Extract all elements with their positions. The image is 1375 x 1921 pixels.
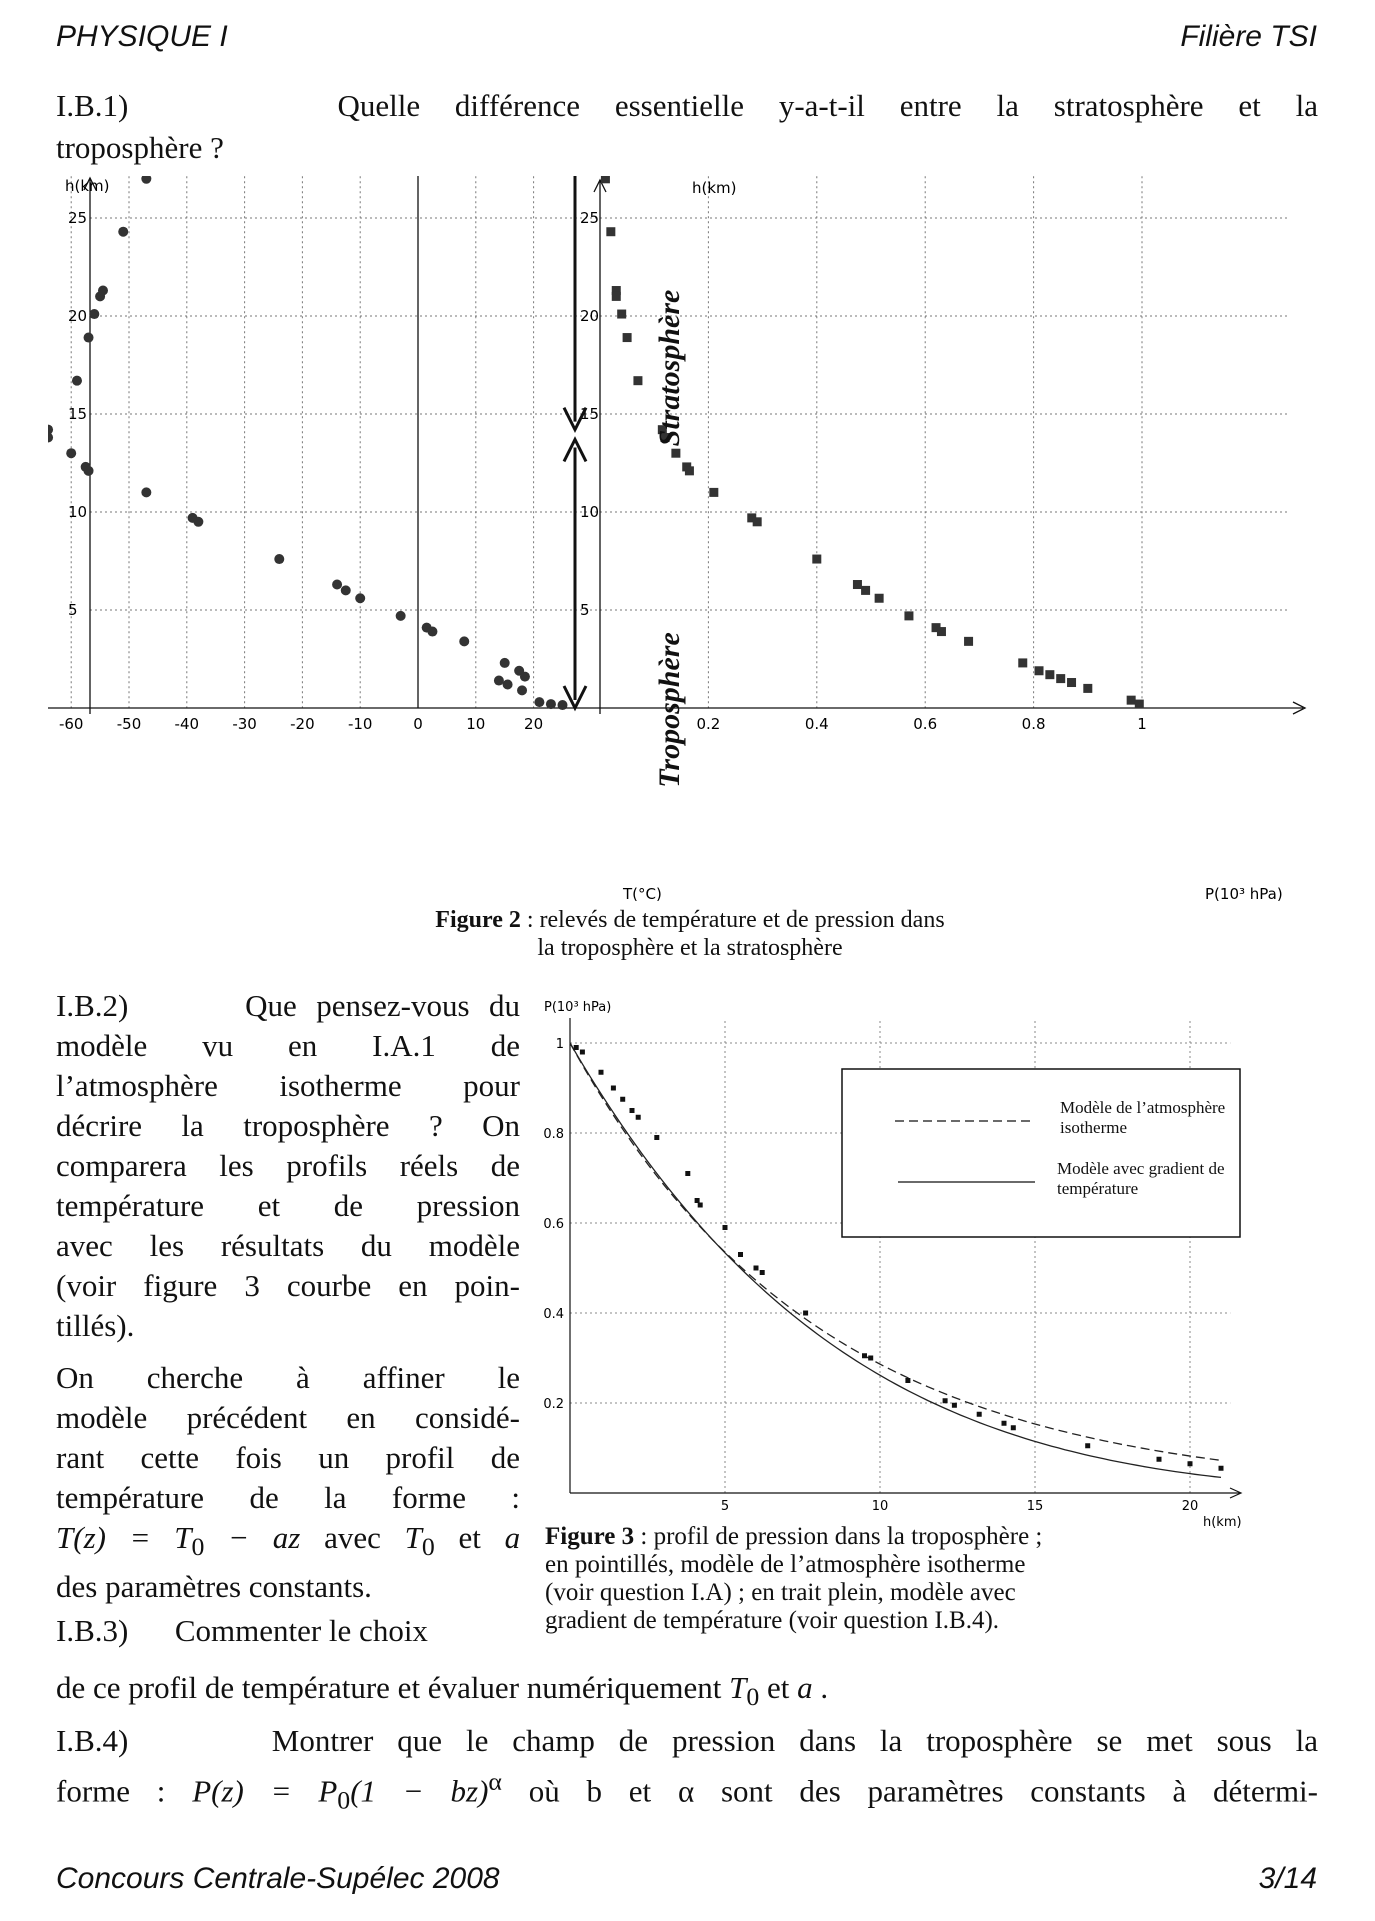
fig2-x-tick-label: -20 — [290, 715, 315, 733]
fig3-measure-point — [943, 1398, 948, 1403]
question-text: température et de pression — [56, 1188, 520, 1223]
fig2-x-tick-label: 20 — [524, 715, 544, 733]
question-text: et — [458, 1520, 481, 1555]
question-text: Commenter le choix — [174, 1613, 428, 1649]
fig2-x-tick-label: -10 — [347, 715, 373, 733]
fig3-y-tick-label: 0.8 — [543, 1127, 564, 1142]
formula-subscript: 0 — [746, 1682, 760, 1712]
fig3-x-tick-label: 15 — [1026, 1499, 1044, 1514]
formula: T(z) = T — [56, 1520, 192, 1555]
fig2-x-tick-label: 0.8 — [1021, 715, 1046, 733]
fig2-left-ylabel: h(km) — [65, 177, 110, 195]
question-text: avec — [324, 1520, 381, 1555]
fig2-pressure-point — [964, 637, 973, 646]
fig2-x-tick-label: 10 — [466, 715, 486, 733]
fig2-temp-point — [355, 593, 365, 603]
question-number: I.B.2) — [56, 988, 129, 1023]
fig3-measure-point — [630, 1108, 635, 1113]
fig2-temp-point — [89, 309, 99, 319]
fig2-pressure-point — [1056, 674, 1065, 683]
fig2-temp-point — [84, 333, 94, 343]
question-text: Quelle différence essentielle y-a-t-il entre la stratosphère et la — [337, 88, 1318, 123]
fig2-y-tick-label: 5 — [68, 601, 78, 619]
fig3-ylabel: P(10³ hPa) — [544, 1000, 612, 1015]
fig2-pressure-point — [753, 517, 762, 526]
fig2-temp-point — [546, 699, 556, 709]
fig3-measure-point — [685, 1171, 690, 1176]
fig2-pressure-point — [709, 488, 718, 497]
question-text: comparera les profils réels de — [56, 1148, 520, 1183]
fig2-left-xlabel: T(°C) — [623, 885, 662, 903]
fig2-pressure-point — [1018, 658, 1027, 667]
page-footer-right: 3/14 — [1258, 1862, 1317, 1895]
stratosphere-label: Stratosphère — [653, 289, 686, 447]
fig3-measure-point — [1157, 1457, 1162, 1462]
question-ib4-line1 — [56, 1721, 1318, 1761]
fig3-measure-point — [952, 1403, 957, 1408]
fig2-pressure-point — [937, 627, 946, 636]
fig2-pressure-point — [1067, 678, 1076, 687]
question-ib3-line2 — [56, 1668, 828, 1717]
fig2-pressure-point — [685, 466, 694, 475]
figure-2-caption — [240, 906, 1140, 962]
formula-subscript: 0 — [337, 1785, 351, 1815]
fig3-measure-point — [1002, 1421, 1007, 1426]
fig2-temp-point — [84, 466, 94, 476]
figure-3-caption — [545, 1523, 1042, 1635]
fig2-temp-point — [274, 554, 284, 564]
question-text: avec les résultats du modèle — [56, 1228, 520, 1263]
fig2-right-xlabel: P(10³ hPa) — [1205, 885, 1283, 903]
question-number: I.B.4) — [56, 1723, 129, 1758]
question-text: des paramètres constants. — [56, 1569, 372, 1605]
fig3-measure-point — [1188, 1461, 1193, 1466]
fig2-y-tick-label: 25 — [580, 209, 600, 227]
question-text: forme : — [56, 1773, 193, 1809]
caption-text: gradient de température (voir question I.B.4). — [545, 1607, 1000, 1634]
question-text: modèle précédent en considé- — [56, 1400, 520, 1435]
question-text: . — [812, 1670, 829, 1705]
fig3-measure-point — [599, 1070, 604, 1075]
fig3-measure-point — [1011, 1425, 1016, 1430]
fig2-temp-point — [396, 611, 406, 621]
caption-text: : profil de pression dans la troposphère ; — [634, 1523, 1043, 1550]
fig2-pressure-point — [606, 227, 615, 236]
fig3-measure-point — [698, 1203, 703, 1208]
fig2-pressure-point — [1045, 670, 1054, 679]
formula: T — [729, 1670, 747, 1705]
question-text: l’atmosphère isotherme pour — [56, 1068, 520, 1103]
fig2-temp-point — [193, 517, 203, 527]
question-text: et — [759, 1670, 798, 1705]
fig2-temp-point — [520, 672, 530, 682]
fig2-temp-point — [427, 627, 437, 637]
caption-title: Figure 2 — [435, 907, 521, 933]
legend-solid-label: Modèle avec gradient de température — [1057, 1159, 1225, 1198]
fig2-x-tick-label: -60 — [58, 715, 84, 733]
fig2-temp-point — [459, 636, 469, 646]
fig2-pressure-point — [853, 580, 862, 589]
fig3-legend-box — [842, 1069, 1240, 1237]
legend-dashed-label: Modèle de l’atmosphère isotherme — [1060, 1098, 1226, 1137]
fig2-pressure-point — [601, 176, 610, 183]
fig2-pressure-point — [617, 310, 626, 319]
page-header-right: Filière TSI — [1180, 20, 1317, 53]
question-text: Montrer que le champ de pression dans la troposphère se met sous la — [271, 1723, 1318, 1758]
page-header-left: PHYSIQUE I — [56, 20, 228, 53]
formula: T — [404, 1520, 422, 1555]
question-text: de ce profil de température et évaluer numériquement — [56, 1670, 730, 1705]
question-text: température de la forme : — [56, 1480, 520, 1515]
fig3-measure-point — [620, 1097, 625, 1102]
fig2-temp-point — [141, 487, 151, 497]
fig2-temp-point — [72, 376, 82, 386]
fig3-x-tick-label: 10 — [871, 1499, 889, 1514]
question-ib2-line — [56, 986, 520, 1026]
fig2-pressure-point — [1127, 696, 1136, 705]
fig3-xlabel: h(km) — [1203, 1515, 1242, 1530]
fig2-x-tick-label: -30 — [232, 715, 257, 733]
question-ib2 — [56, 986, 520, 1651]
fig2-y-tick-label: 15 — [580, 405, 600, 423]
fig2-pressure-point — [623, 333, 632, 342]
formula-subscript: 0 — [421, 1532, 435, 1562]
fig2-x-tick-label: 1 — [1137, 715, 1147, 733]
fig2-pressure-point — [1083, 684, 1092, 693]
fig2-pressure-point — [671, 449, 680, 458]
fig3-measure-point — [574, 1045, 579, 1050]
fig2-x-tick-label: 0.4 — [804, 715, 829, 733]
fig2-y-tick-label: 25 — [68, 209, 88, 227]
fig3-y-tick-label: 0.6 — [543, 1217, 564, 1232]
fig2-pressure-point — [875, 594, 884, 603]
fig3-measure-point — [760, 1270, 765, 1275]
fig2-y-tick-label: 5 — [580, 601, 590, 619]
caption-text-2: la troposphère et la stratosphère — [537, 935, 843, 961]
fig2-pressure-point — [861, 586, 870, 595]
fig2-temp-point — [558, 700, 568, 710]
fig2-pressure-point — [633, 376, 642, 385]
formula-superscript: α — [488, 1767, 502, 1796]
fig2-temp-point — [66, 448, 76, 458]
formula: a — [797, 1670, 813, 1705]
fig2-temp-point — [141, 176, 151, 184]
fig3-measure-point — [738, 1252, 743, 1257]
question-ib1-line2: troposphère ? — [56, 130, 224, 165]
fig3-measure-point — [1085, 1443, 1090, 1448]
formula: (1 − bz) — [350, 1773, 489, 1809]
fig3-measure-point — [723, 1225, 728, 1230]
fig3-measure-point — [695, 1198, 700, 1203]
caption-title: Figure 3 — [545, 1523, 635, 1550]
fig2-pressure-point — [812, 555, 821, 564]
fig2-right-ylabel: h(km) — [692, 179, 737, 197]
fig2-temp-point — [118, 227, 128, 237]
question-number: I.B.1) — [56, 88, 129, 123]
caption-text: (voir question I.A) ; en trait plein, modèle avec — [545, 1579, 1016, 1606]
figure-2 — [48, 176, 1323, 911]
fig2-temp-point — [332, 580, 342, 590]
question-text: rant cette fois un profil de — [56, 1440, 520, 1475]
caption-text: en pointillés, modèle de l’atmosphère isotherme — [545, 1551, 1026, 1578]
fig2-pressure-point — [1135, 700, 1144, 709]
fig3-measure-point — [1219, 1466, 1224, 1471]
formula: P(z) = P — [192, 1773, 338, 1809]
fig2-temp-point — [341, 585, 351, 595]
fig2-temp-point — [500, 658, 510, 668]
fig2-y-tick-label: 20 — [580, 307, 600, 325]
fig3-y-tick-label: 0.4 — [543, 1307, 564, 1322]
fig2-temp-point — [48, 433, 53, 443]
fig2-pressure-point — [904, 611, 913, 620]
formula-subscript: 0 — [191, 1532, 205, 1562]
fig2-x-tick-label: -50 — [116, 715, 142, 733]
page-footer-left: Concours Centrale-Supélec 2008 — [56, 1862, 500, 1895]
fig2-x-tick-label: -40 — [174, 715, 200, 733]
fig2-temp-point — [494, 676, 504, 686]
question-text: Que pensez-vous du — [245, 988, 520, 1023]
fig3-measure-point — [862, 1353, 867, 1358]
formula: a — [504, 1520, 521, 1555]
question-text: décrire la troposphère ? On — [56, 1108, 520, 1143]
fig2-y-tick-label: 15 — [68, 405, 88, 423]
question-text: tillés). — [56, 1308, 135, 1343]
fig3-measure-point — [977, 1412, 982, 1417]
fig3-measure-point — [611, 1086, 616, 1091]
fig2-temp-point — [534, 697, 544, 707]
question-text: où b et α sont des paramètres constants à détermi- — [501, 1773, 1318, 1809]
question-ib1-line1 — [56, 86, 1318, 126]
fig2-x-tick-label: 0.2 — [696, 715, 721, 733]
fig2-y-tick-label: 10 — [68, 503, 88, 521]
question-number: I.B.3) — [56, 1613, 129, 1649]
fig2-pressure-point — [612, 292, 621, 301]
fig3-y-tick-label: 1 — [555, 1037, 564, 1052]
fig2-y-tick-label: 20 — [68, 307, 88, 325]
fig3-measure-point — [580, 1050, 585, 1055]
formula-line — [56, 1518, 520, 1567]
fig3-measure-point — [803, 1311, 808, 1316]
fig3-measure-point — [654, 1135, 659, 1140]
fig2-temp-point — [517, 685, 527, 695]
troposphere-label: Troposphère — [653, 632, 686, 788]
question-ib4-line2 — [56, 1762, 1318, 1821]
fig3-y-tick-label: 0.2 — [543, 1397, 564, 1412]
fig2-x-tick-label: 0.6 — [913, 715, 938, 733]
fig3-measure-point — [905, 1378, 910, 1383]
fig2-temp-point — [503, 679, 513, 689]
question-ib3-line1 — [56, 1611, 520, 1651]
fig3-measure-point — [754, 1266, 759, 1271]
fig3-x-tick-label: 20 — [1181, 1499, 1199, 1514]
fig2-pressure-point — [1035, 666, 1044, 675]
figure-3 — [530, 996, 1250, 1536]
question-text: modèle vu en I.A.1 de — [56, 1028, 520, 1063]
question-text: (voir figure 3 courbe en poin- — [56, 1268, 520, 1303]
formula: − az — [204, 1520, 301, 1555]
fig2-x-tick-label: 0 — [413, 715, 423, 733]
fig3-measure-point — [636, 1115, 641, 1120]
fig3-x-tick-label: 5 — [720, 1499, 730, 1514]
fig2-temp-point — [98, 286, 108, 296]
caption-text: : relevés de température et de pression dans — [520, 907, 945, 933]
question-text: On cherche à affiner le — [56, 1360, 520, 1395]
fig2-y-tick-label: 10 — [580, 503, 600, 521]
fig3-measure-point — [868, 1356, 873, 1361]
